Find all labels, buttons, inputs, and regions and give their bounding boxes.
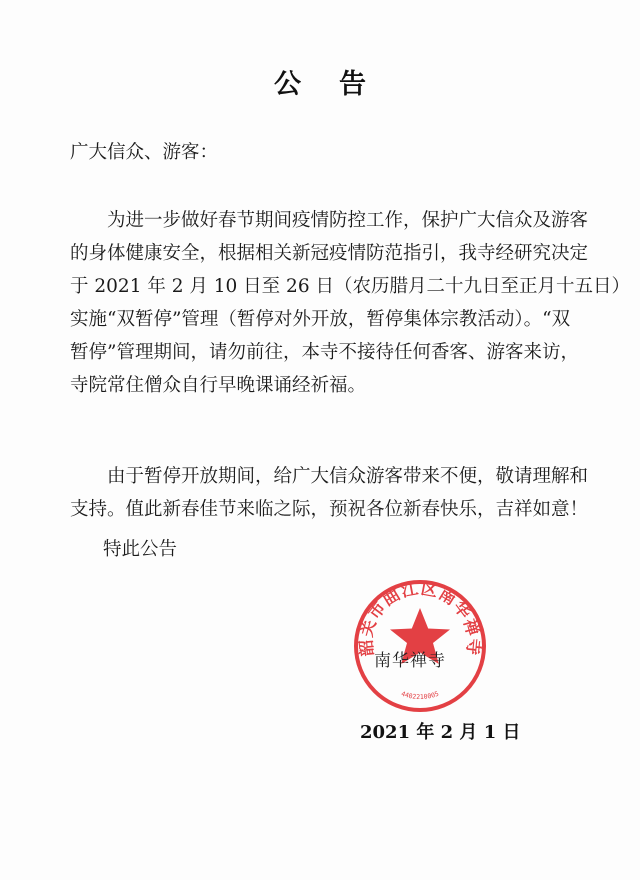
notice-body-paragraph-1 [70,204,630,402]
paragraph-line: 的身体健康安全，根据相关新冠疫情防范指引，我寺经研究决定 [70,243,589,264]
notice-title: 公告 [274,69,404,100]
paragraph-line: 由于暂停开放期间，给广大信众游客带来不便，敬请理解和 [70,466,589,487]
notice-body-paragraph-2 [70,460,589,526]
notice-addressee: 广大信众、游客： [70,142,219,163]
paragraph-line: 寺院常住僧众自行早晚课诵经祈福。 [70,375,367,396]
notice-signer: 南华禅寺 [374,651,446,671]
notice-closing: 特此公告 [103,539,178,560]
paragraph-line: 支持。值此新春佳节来临之际，预祝各位新春快乐，吉祥如意！ [70,499,589,520]
paragraph-line: 实施“双暂停”管理（暂停对外开放，暂停集体宗教活动）。“双 [70,309,571,330]
paragraph-line: 于 2021 年 2 月 10 日至 26 日（农历腊月二十九日至正月十五日） [70,276,630,297]
paragraph-line: 暂停”管理期间，请勿前往，本寺不接待任何香客、游客来访， [70,342,579,363]
seal-text-arc: 韶关市曲江区南华禅寺 [356,578,484,657]
seal-number: 4402210005 [400,689,440,702]
notice-date: 2021 年 2 月 1 日 [360,722,521,743]
paragraph-line: 为进一步做好春节期间疫情防控工作，保护广大信众及游客 [70,210,589,231]
